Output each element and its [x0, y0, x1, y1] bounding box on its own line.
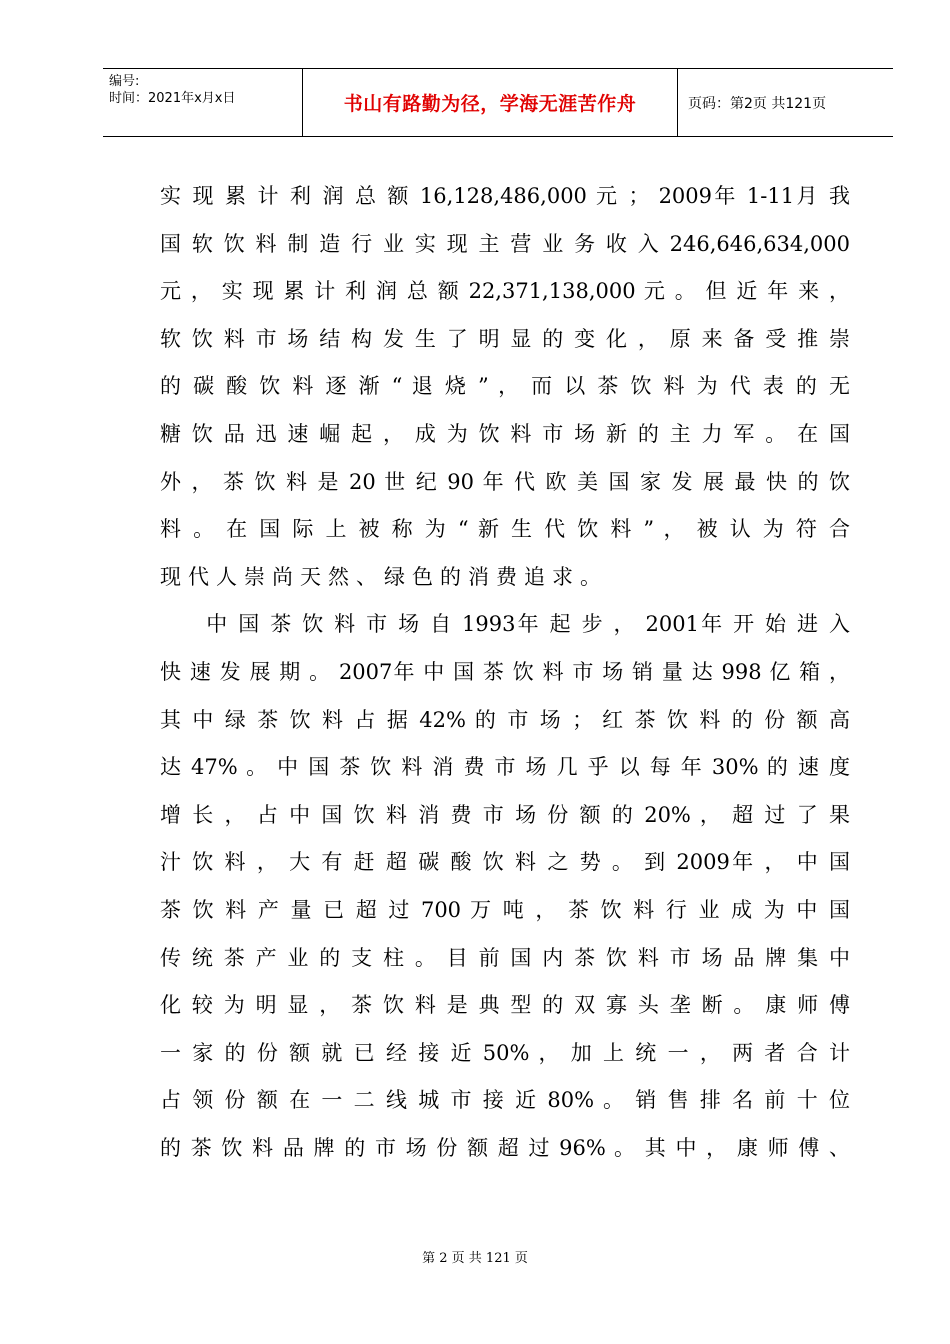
page-footer: 第 2 页 共 121 页	[422, 1251, 528, 1266]
text-line: 传 统 茶 产 业 的 支 柱 。 目 前 国 内 茶 饮 料 市 场 品 牌 集 中	[160, 945, 850, 970]
header-page-info: 页码：第2页 共121页	[688, 95, 827, 112]
text-line: 达 47% 。 中 国 茶 饮 料 消 费 市 场 几 乎 以 每 年 30% 的 速 度	[160, 755, 850, 780]
header-meta	[103, 69, 303, 136]
number-label: 编号:	[109, 74, 140, 89]
text-line: 快 速 发 展 期 。 2007年 中 国 茶 饮 料 市 场 销 量 达 998 亿 箱 ，	[160, 659, 850, 684]
text-line: 占 领 份 额 在 一 二 线 城 市 接 近 80% 。 销 售 排 名 前 十 位	[160, 1088, 850, 1113]
text-line: 化 较 为 明 显 ， 茶 饮 料 是 典 型 的 双 寡 头 垄 断 。 康 师 傅	[160, 993, 850, 1018]
text-line: 茶 饮 料 产 量 已 超 过 700 万 吨 ， 茶 饮 料 行 业 成 为 中 国	[160, 897, 850, 922]
text-line: 国 软 饮 料 制 造 行 业 实 现 主 营 业 务 收 入 246,646,634,000	[160, 231, 850, 256]
text-line: 增 长 ， 占 中 国 饮 料 消 费 市 场 份 额 的 20% ， 超 过 了 果	[160, 802, 850, 827]
text-line: 糖 饮 品 迅 速 崛 起 ， 成 为 饮 料 市 场 新 的 主 力 军 。 在 国	[160, 421, 850, 446]
text-line: 的 碳 酸 饮 料 逐 渐 “ 退 烧 ” ， 而 以 茶 饮 料 为 代 表 的 无	[160, 374, 850, 399]
text-line: 软 饮 料 市 场 结 构 发 生 了 明 显 的 变 化 ， 原 来 备 受 推 崇	[160, 326, 850, 351]
text-line: 实 现 累 计 利 润 总 额 16,128,486,000 元 ； 2009年 1-11月 我	[160, 184, 850, 208]
text-line: 汁 饮 料 ， 大 有 赶 超 碳 酸 饮 料 之 势 。 到 2009年 ， 中 国	[160, 850, 850, 875]
text-line: 外 ， 茶 饮 料 是 20 世 纪 90 年 代 欧 美 国 家 发 展 最 快 的 饮	[160, 469, 850, 494]
text-line: 的 茶 饮 料 品 牌 的 市 场 份 额 超 过 96% 。 其 中 ， 康 师 傅 、	[160, 1135, 850, 1160]
header-motto: 书山有路勤为径，学海无涯苦作舟	[303, 69, 678, 136]
text-line: 其 中 绿 茶 饮 料 占 据 42% 的 市 场 ； 红 茶 饮 料 的 份 额 高	[160, 707, 850, 732]
text-line: 料 。 在 国 际 上 被 称 为 “ 新 生 代 饮 料 ” ， 被 认 为 符 合	[160, 517, 850, 542]
text-line: 一 家 的 份 额 就 已 经 接 近 50% ， 加 上 统 一 ， 两 者 合 计	[160, 1040, 850, 1065]
text-line: 现代人崇尚天然、绿色的消费追求。	[160, 564, 608, 589]
time-label: 时间：2021年x月x日	[109, 91, 236, 106]
body-text	[160, 173, 850, 1172]
page-header	[103, 68, 893, 137]
text-line: 元 ， 实 现 累 计 利 润 总 额 22,371,138,000 元 。 但 近 年 来 ，	[160, 279, 850, 304]
text-line: 中 国 茶 饮 料 市 场 自 1993年 起 步 ， 2001年 开 始 进 入	[160, 612, 850, 637]
